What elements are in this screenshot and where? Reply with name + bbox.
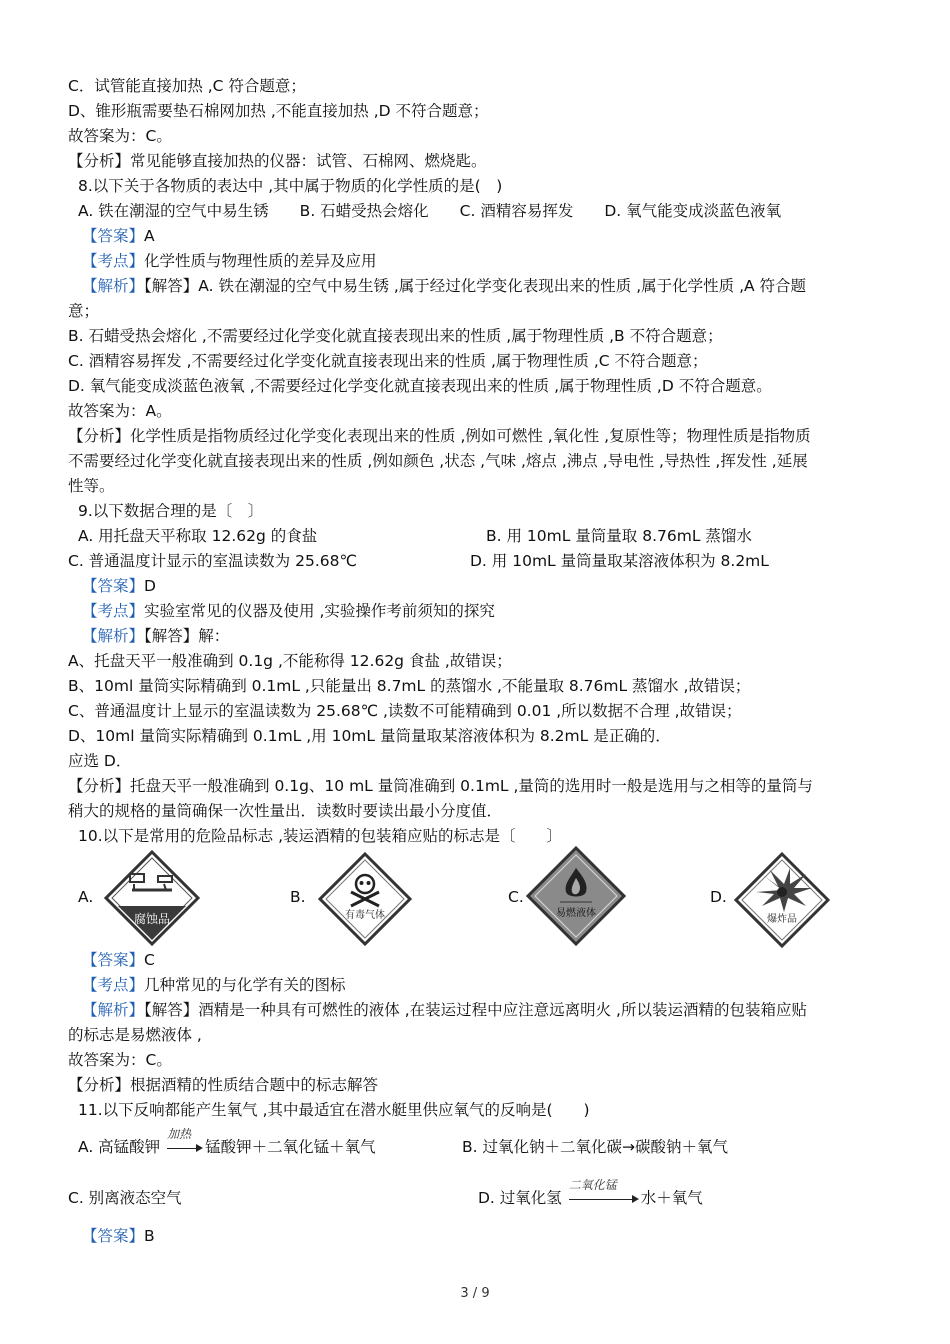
text-line: C、普通温度计上显示的室温读数为 25.68℃ ,读数不可能精确到 0.01 ,所以数据不合理 ,故错误；	[68, 702, 742, 720]
text-line: 意；	[68, 302, 100, 320]
text-line: A、托盘天平一般准确到 0.1g ,不能称得 12.62g 食盐 ,故错误；	[68, 652, 512, 670]
q9-option-b: B. 用 10mL 量筒量取 8.76mL 蒸馏水	[486, 527, 752, 545]
knowledge-tag: 【考点】	[82, 602, 145, 620]
analysis-line	[68, 151, 487, 171]
analysis-text: 根据酒精的性质结合题中的标志解答	[130, 1076, 379, 1094]
analysis-text: 托盘天平一般准确到 0.1g、10 mL 量筒准确到 0.1mL ,量筒的选用时一般是选用与之相等的量筒与	[130, 777, 813, 795]
explanation-line	[82, 276, 806, 296]
q11-option-d	[478, 1177, 703, 1208]
answer-line	[82, 1226, 155, 1246]
analysis-tag: 【分析】	[68, 427, 131, 445]
analysis-line	[68, 426, 811, 446]
sign-label: 易燃液体	[556, 908, 596, 919]
answer-tag: 【答案】	[82, 951, 145, 969]
text-line: 故答案为：A。	[68, 402, 172, 420]
sign-option-letter: C.	[508, 888, 524, 906]
reaction-arrow-icon	[568, 1177, 639, 1206]
flammable-liquid-sign	[526, 846, 626, 950]
analysis-tag: 【分析】	[68, 777, 131, 795]
knowledge-tag: 【考点】	[82, 252, 145, 270]
knowledge-text: 实验室常见的仪器及使用 ,实验操作考前须知的探究	[144, 602, 495, 620]
text-line: C. 酒精容易挥发 ,不需要经过化学变化就直接表现出来的性质 ,属于物理性质 ,C 不符合题意；	[68, 352, 708, 370]
analysis-tag: 【分析】	[68, 1076, 131, 1094]
knowledge-line	[82, 601, 495, 621]
explanation-tag: 【解析】	[82, 627, 145, 645]
question-10: 10.以下是常用的危险品标志 ,装运酒精的包装箱应贴的标志是〔 〕	[78, 827, 563, 845]
knowledge-tag: 【考点】	[82, 976, 145, 994]
text-line: 稍大的规格的量筒确保一次性量出．读数时要读出最小分度值．	[68, 802, 503, 820]
skull-icon	[318, 852, 412, 946]
sign-option-letter: D.	[710, 888, 727, 906]
sign-option-letter: A.	[78, 888, 94, 906]
answer-tag: 【答案】	[82, 577, 145, 595]
text-line: D、10ml 量筒实际精确到 0.1mL ,用 10mL 量筒量取某溶液体积为 8.2mL 是正确的．	[68, 727, 671, 745]
sign-option-letter: B.	[290, 888, 306, 906]
question-11: 11.以下反响都能产生氧气 ,其中最适宜在潜水艇里供应氧气的反响是( )	[78, 1101, 590, 1119]
q9-option-d: D. 用 10mL 量筒量取某溶液体积为 8.2mL	[470, 552, 769, 570]
question-8: 8.以下关于各物质的表达中 ,其中属于物质的化学性质的是( )	[78, 177, 503, 195]
explanation-tag: 【解析】	[82, 277, 145, 295]
reaction-condition: 二氧化锰	[568, 1177, 617, 1192]
corrosive-sign	[104, 850, 200, 950]
text-line: 的标志是易燃液体 ,	[68, 1026, 202, 1044]
answer-value: C	[144, 951, 155, 969]
text-line: 不需要经过化学变化就直接表现出来的性质 ,例如颜色 ,状态 ,气味 ,熔点 ,沸点 ,导电性 ,导热性 ,挥发性 ,延展	[68, 452, 808, 470]
explanation-line	[82, 1000, 807, 1020]
knowledge-line	[82, 251, 377, 271]
text-line: D、锥形瓶需要垫石棉网加热 ,不能直接加热 ,D 不符合题意；	[68, 102, 489, 120]
q11-option-d-products: 水＋氧气	[640, 1189, 703, 1207]
answer-value: B	[144, 1227, 155, 1245]
q11-option-d-reactant: D. 过氧化氢	[478, 1189, 562, 1207]
answer-line	[82, 950, 155, 970]
explanation-text: 【解答】酒精是一种具有可燃性的液体 ,在装运过程中应注意远离明火 ,所以装运酒精的包装箱应贴	[144, 1001, 807, 1019]
sign-label: 腐蚀品	[133, 912, 171, 926]
text-line: C．试管能直接加热 ,C 符合题意；	[68, 77, 306, 95]
q11-option-a-products: 锰酸钾＋二氧化锰＋氧气	[205, 1138, 376, 1156]
explanation-text: 【解答】解：	[144, 627, 230, 645]
answer-line	[82, 576, 156, 596]
explanation-tag: 【解析】	[82, 1001, 145, 1019]
text-line: 应选 D．	[68, 752, 132, 770]
answer-tag: 【答案】	[82, 1227, 145, 1245]
analysis-line	[68, 776, 813, 796]
knowledge-text: 几种常见的与化学有关的图标	[144, 976, 346, 994]
explosion-icon	[734, 852, 830, 948]
page-number: 3 / 9	[460, 1286, 490, 1301]
reaction-arrow-icon	[167, 1126, 203, 1155]
answer-value: D	[144, 577, 156, 595]
sign-label: 有毒气体	[345, 910, 385, 921]
text-line: B. 石蜡受热会熔化 ,不需要经过化学变化就直接表现出来的性质 ,属于物理性质 ,B 不符合题意；	[68, 327, 723, 345]
answer-tag: 【答案】	[82, 227, 145, 245]
text-line: D. 氧气能变成淡蓝色液氧 ,不需要经过化学变化就直接表现出来的性质 ,属于物理性质 ,D 不符合题意。	[68, 377, 772, 395]
knowledge-line	[82, 975, 346, 995]
knowledge-text: 化学性质与物理性质的差异及应用	[144, 252, 377, 270]
corrosive-icon	[104, 850, 200, 946]
question-8-options: A. 铁在潮湿的空气中易生锈 B. 石蜡受热会熔化 C. 酒精容易挥发 D. 氧气能变成淡蓝色液氧	[78, 202, 782, 220]
text-line: B、10ml 量筒实际精确到 0.1mL ,只能量出 8.7mL 的蒸馏水 ,不能量取 8.76mL 蒸馏水 ,故错误；	[68, 677, 751, 695]
text-line: 性等。	[68, 477, 115, 495]
flame-icon	[526, 846, 626, 946]
q9-option-c: C. 普通温度计显示的室温读数为 25.68℃	[68, 552, 357, 570]
explanation-line	[82, 626, 229, 646]
q11-option-c: C. 别离液态空气	[68, 1189, 182, 1207]
question-9: 9.以下数据合理的是〔 〕	[78, 502, 264, 520]
answer-line	[82, 226, 155, 246]
explanation-text: 【解答】A. 铁在潮湿的空气中易生锈 ,属于经过化学变化表现出来的性质 ,属于化学性质 ,A 符合题	[144, 277, 807, 295]
analysis-text: 常见能够直接加热的仪器：试管、石棉网、燃烧匙。	[130, 152, 487, 170]
q11-option-a	[78, 1126, 376, 1157]
answer-value: A	[144, 227, 155, 245]
q9-option-a: A. 用托盘天平称取 12.62g 的食盐	[78, 527, 318, 545]
toxic-gas-sign	[318, 852, 412, 950]
text-line: 故答案为：C。	[68, 1051, 172, 1069]
analysis-line	[68, 1075, 378, 1095]
text-line: 故答案为：C。	[68, 127, 172, 145]
analysis-tag: 【分析】	[68, 152, 131, 170]
analysis-text: 化学性质是指物质经过化学变化表现出来的性质 ,例如可燃性 ,氧化性 ,复原性等；物理性质是指物质	[130, 427, 811, 445]
explosive-sign	[734, 852, 830, 952]
sign-label: 爆炸品	[767, 914, 797, 925]
q11-option-b: B. 过氧化钠＋二氧化碳→碳酸钠＋氧气	[462, 1138, 728, 1156]
reaction-condition: 加热	[167, 1126, 192, 1141]
q11-option-a-reactant: A. 高锰酸钾	[78, 1138, 161, 1156]
